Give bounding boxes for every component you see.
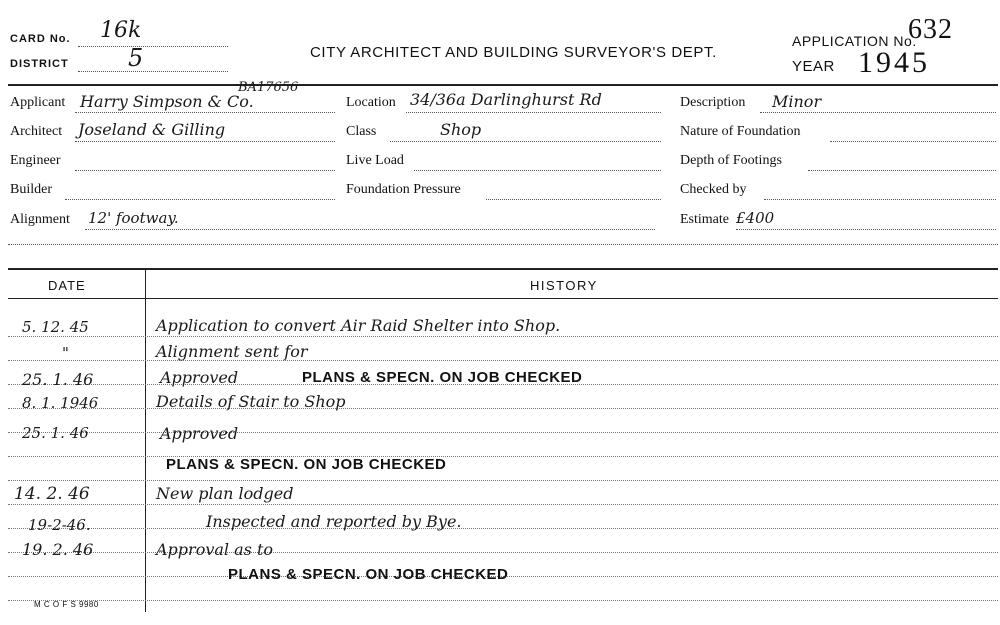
row-date: 19. 2. 46 xyxy=(22,540,94,559)
row-rule xyxy=(8,504,998,505)
header-bottom-rule xyxy=(8,298,998,299)
card-no-label: CARD No. xyxy=(10,33,71,45)
estimate-value: £400 xyxy=(736,209,775,227)
checked-stamp: PLANS & SPECN. ON JOB CHECKED xyxy=(228,566,509,583)
row-rule xyxy=(8,600,998,601)
row-history-text: Application to convert Air Raid Shelter into Shop. xyxy=(156,316,561,335)
checked-stamp: PLANS & SPECN. ON JOB CHECKED xyxy=(166,456,447,473)
depth-line xyxy=(808,170,996,171)
department-title: CITY ARCHITECT AND BUILDING SURVEYOR'S DEPT. xyxy=(310,44,717,61)
description-line xyxy=(760,112,996,113)
checked-stamp: PLANS & SPECN. ON JOB CHECKED xyxy=(302,369,583,386)
history-column-header: HISTORY xyxy=(530,278,598,293)
description-label: Description xyxy=(680,95,746,110)
application-label: APPLICATION No. xyxy=(792,33,917,49)
year-value: 1945 xyxy=(858,46,930,79)
engineer-label: Engineer xyxy=(10,153,61,168)
row-history-text: Inspected and reported by Bye. xyxy=(206,512,462,531)
applicant-label: Applicant xyxy=(10,95,66,110)
estimate-line xyxy=(736,229,996,230)
builder-line xyxy=(65,199,335,200)
form-code: M C O F S 9980 xyxy=(34,600,99,609)
nature-line xyxy=(830,141,996,142)
row-date: 19-2-46. xyxy=(28,516,91,534)
row-history-text: New plan lodged xyxy=(156,484,294,503)
applicant-line xyxy=(75,112,335,113)
row-rule xyxy=(8,480,998,481)
row-rule xyxy=(8,528,998,529)
row-rule xyxy=(8,336,998,337)
district-value: 5 xyxy=(128,44,144,72)
row-history-text: Approved xyxy=(160,424,239,443)
row-history-text: Approval as to xyxy=(156,540,273,559)
architect-label: Architect xyxy=(10,124,63,139)
live-load-label: Live Load xyxy=(346,153,404,168)
application-number: 632 xyxy=(908,14,953,45)
applicant-value: Harry Simpson & Co. xyxy=(80,92,254,111)
depth-of-footings-label: Depth of Footings xyxy=(680,153,782,168)
live-load-line xyxy=(414,170,661,171)
date-column-header: DATE xyxy=(48,278,86,293)
card-no-line xyxy=(78,46,228,47)
row-date: 25. 1. 46 xyxy=(22,424,89,442)
alignment-label: Alignment xyxy=(10,212,70,227)
district-line xyxy=(78,71,228,72)
foundation-pressure-label: Foundation Pressure xyxy=(346,182,461,197)
nature-of-foundation-label: Nature of Foundation xyxy=(680,124,801,139)
row-date: 5. 12. 45 xyxy=(22,318,89,336)
checked-line xyxy=(764,199,996,200)
district-label: DISTRICT xyxy=(10,58,69,70)
row-rule xyxy=(8,432,998,433)
architect-line xyxy=(75,141,335,142)
class-line xyxy=(390,141,661,142)
builder-label: Builder xyxy=(10,182,52,197)
estimate-label: Estimate xyxy=(680,212,729,227)
row-history-text: Alignment sent for xyxy=(156,342,308,361)
row-date: 14. 2. 46 xyxy=(14,484,90,504)
description-value: Minor xyxy=(772,92,822,111)
location-value: 34/36a Darlinghurst Rd xyxy=(410,90,602,109)
row-rule xyxy=(8,456,998,457)
applicant-reference: BA17656 xyxy=(238,80,299,95)
column-divider xyxy=(145,270,146,612)
table-top-rule xyxy=(8,268,998,270)
header-divider xyxy=(8,84,998,86)
fields-bottom-rule xyxy=(8,244,998,245)
alignment-line xyxy=(85,229,655,230)
location-line xyxy=(406,112,661,113)
row-history-text: Details of Stair to Shop xyxy=(156,392,346,411)
card-no-value: 16k xyxy=(100,18,142,43)
row-date: " xyxy=(62,344,69,362)
row-history-text: Approved xyxy=(160,368,239,387)
class-label: Class xyxy=(346,124,377,139)
alignment-value: 12' footway. xyxy=(88,209,179,227)
checked-by-label: Checked by xyxy=(680,182,747,197)
location-label: Location xyxy=(346,95,396,110)
row-date: 8. 1. 1946 xyxy=(22,394,99,412)
year-label: YEAR xyxy=(792,58,835,75)
class-value: Shop xyxy=(440,120,482,139)
architect-value: Joseland & Gilling xyxy=(78,120,226,139)
engineer-line xyxy=(75,170,335,171)
row-date: 25. 1. 46 xyxy=(22,370,94,389)
foundation-pressure-line xyxy=(486,199,661,200)
